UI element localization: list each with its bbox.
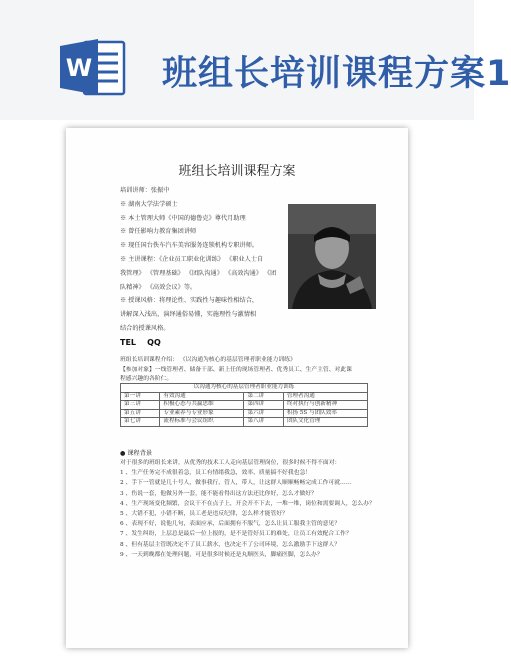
profile-line: ※ 湖南大学法学硕士 (120, 200, 178, 208)
background-line: 3 、伤说一套，他做另外一套，能不能看得出这方法还比你好，怎么才做好？ (120, 490, 317, 497)
table-cell: 第二讲 (244, 392, 283, 401)
tel-label: TEL (120, 338, 137, 347)
intro-line: 程感兴趣的各阶仁。 (120, 376, 173, 382)
background-line: 对于很多的班组长来讲，从优秀的技术工人走向基层管理岗位，很多时候不得不面对： (120, 460, 341, 466)
profile-line: 队精神》 《高效会议》等。 (120, 283, 197, 291)
table-row (121, 418, 368, 427)
table-row (121, 409, 368, 418)
profile-line: ※ 授课风格：将理论性、实践性与趣味性相结合， (120, 297, 259, 305)
trainer-photo (288, 204, 376, 309)
profile-line: 讲解深入浅出，演绎通俗易懂，实施理性与激情相 (120, 311, 257, 319)
contact-line (120, 338, 161, 347)
table-cell: 第四讲 (244, 401, 283, 410)
document-page (66, 128, 408, 648)
table-cell: 第一讲 (121, 392, 160, 401)
profile-line: 我管理》 《管理基础》 《团队沟通》 《高效沟通》 《团 (120, 269, 277, 277)
background-line: 1 、生产任务完不成很着急，员工有情绪我急，效率、质量搞不好我也急！ (120, 470, 312, 477)
table-row (121, 392, 368, 401)
profile-line: ※ 本土管理大师《中国的德鲁克》尊代月助理 (120, 214, 246, 222)
logo-letter: W (65, 54, 93, 82)
background-line: 9 、一天到晚都在处理问题，可是很多时候还是丸顺医头，脚痛医脚，怎么办？ (120, 551, 323, 558)
course-table (120, 383, 368, 427)
qq-label: QQ (147, 338, 161, 347)
table-row (121, 401, 368, 410)
table-cell: 专业素养与专业形象 (160, 409, 244, 418)
profile-line: ※ 现任国台佚车汽车美容服务连锁机构专职讲师。 (120, 242, 259, 250)
background-heading: ● 课程背景 (120, 450, 153, 457)
profile-line: ※ 曾任影响力教育集团讲师 (120, 228, 197, 236)
table-cell: 第三讲 (121, 401, 160, 410)
trainer-profile (120, 184, 288, 336)
background-line: 6 、表现不好，说他几句，表面应承，后面拥有不服气，怎么让员工服我主管的意见？ (120, 521, 341, 528)
table-cell: 管理者沟通 (283, 392, 367, 401)
background-line: 5 、大错不犯，小错不断，员工老是违反纪律，怎么样才能管好？ (120, 511, 288, 518)
table-cell: 终对执行与创新精神 (283, 401, 367, 410)
profile-line: 培训讲师：张振中 (120, 187, 170, 194)
banner-title: 班组长培训课程方案1 (162, 54, 511, 94)
intro-line: 班组长培训课程介绍： 《以沟通为核心的基层管理者职业能力训练》 (120, 357, 296, 363)
word-document-icon (58, 36, 126, 98)
preview-banner (0, 0, 511, 120)
table-cell: 积极心态与共赢思维 (160, 401, 244, 410)
background-line: 7 、发生纠纷，上层总是最后一位上报的，是不是管好员工的难处，让员工有效配合工作？ (120, 531, 352, 538)
course-background (120, 458, 376, 560)
profile-line: 结合的授课风格。 (120, 324, 170, 332)
table-cell: 第六讲 (244, 409, 283, 418)
course-intro (120, 356, 376, 385)
table-header: 以沟通为核心的基层管理者职业能力训练 (121, 384, 368, 393)
table-cell: 第八讲 (244, 418, 283, 427)
profile-line: ※ 主讲课程：《企业员工职业化训练》 《职业人士自 (120, 255, 264, 263)
background-line: 2 、手下一管就是几十号人，做事我行，管人，带人，让这群人顺顺畅畅完成工作可就…… (120, 480, 352, 487)
table-cell: 积扬 5S 与团队效率 (283, 409, 367, 418)
background-line: 8 、但有基层主管既决定不了员工薪水，也决定不了公司环境，怎么激励手下这群人？ (120, 541, 341, 548)
intro-line: 【参加对象】一线管理者、储备干部、新上任的现场管理者、优秀员工、生产主管、对此课 (120, 366, 352, 373)
table-cell: 团队文化管理 (283, 418, 367, 427)
table-cell: 第七讲 (121, 418, 160, 427)
background-line: 4 、生产现场变化频繁，会议干不在点子上，开会开不下去，一堆一堆，岗位和需要调人，怎么办？ (120, 500, 375, 507)
table-cell: 有效沟通 (160, 392, 244, 401)
table-cell: 流程标准与会议组织 (160, 418, 244, 427)
document-title: 班组长培训课程方案 (178, 164, 296, 179)
table-cell: 第五讲 (121, 409, 160, 418)
